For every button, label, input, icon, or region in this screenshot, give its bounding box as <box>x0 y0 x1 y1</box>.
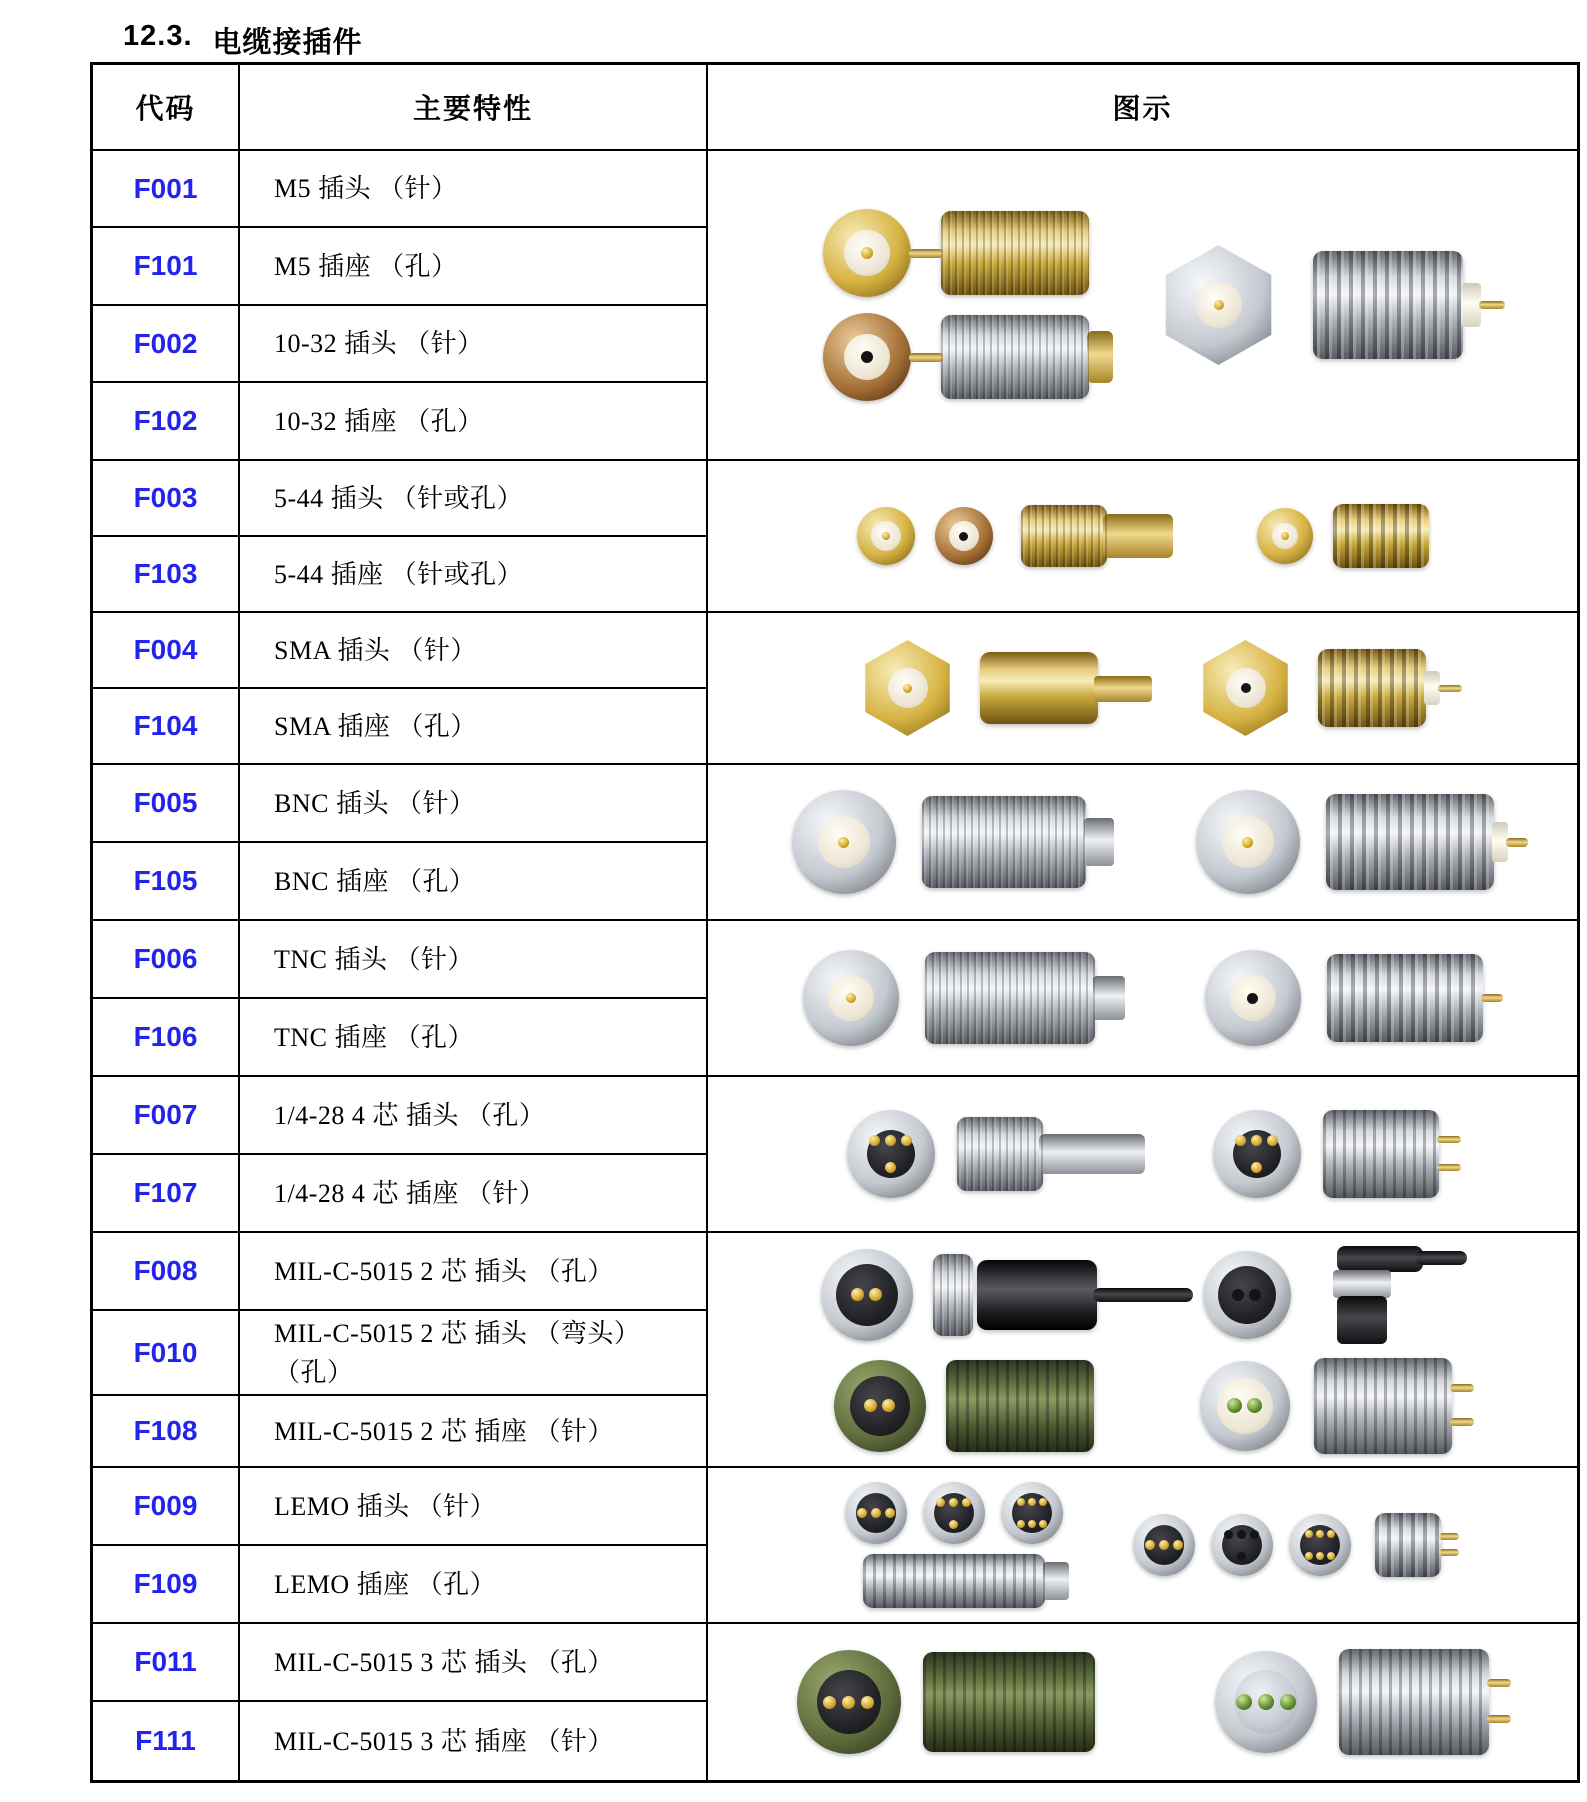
mil-3pin-receptacle-cluster <box>1215 1649 1489 1755</box>
bnc-plug-face-icon <box>792 790 896 894</box>
illustration-cell-lemo <box>708 1468 1577 1624</box>
pin-contact-icon <box>1227 1398 1242 1413</box>
barrel-tube-icon <box>1039 1134 1145 1174</box>
feature-cell-f004: SMA 插头 （针） <box>240 613 708 689</box>
right-angle-connector-icon <box>1315 1246 1465 1344</box>
socket-contact-icon <box>1028 1520 1036 1528</box>
lemo-plug-cluster <box>845 1482 1063 1608</box>
rear-cap-icon <box>1043 1562 1069 1600</box>
mil-2pin-plug-face-icon <box>821 1249 913 1341</box>
feature-cell-f104: SMA 插座 （孔） <box>240 689 708 765</box>
4pin-plug-body-icon <box>957 1117 1043 1191</box>
lemo-face-3pin-icon <box>1133 1514 1195 1576</box>
mil-3pin-plug-cluster <box>797 1650 1095 1754</box>
code-cell-f107: F107 <box>93 1155 240 1233</box>
socket-hole-icon <box>1250 1530 1259 1539</box>
feature-cell-f102: 10-32 插座 （孔） <box>240 383 708 461</box>
socket-hole-icon <box>861 351 873 363</box>
feature-cell-f103: 5-44 插座 （针或孔） <box>240 537 708 613</box>
tnc-plug-body-icon <box>925 952 1095 1044</box>
mil-3pin-plug-body-icon <box>923 1652 1095 1752</box>
lemo-receptacle-cluster <box>1133 1513 1441 1577</box>
socket-contact-icon <box>1017 1498 1025 1506</box>
bnc-plug-body-icon <box>922 796 1086 888</box>
pin-icon <box>1437 1164 1461 1171</box>
quarter-28-plug-cluster <box>847 1110 1043 1198</box>
tnc-jack-cluster <box>1205 950 1483 1046</box>
socket-contact-icon <box>857 1508 867 1518</box>
code-cell-f001: F001 <box>93 151 240 228</box>
socket-hole-icon <box>1247 993 1258 1004</box>
socket-contact-icon <box>882 1399 895 1412</box>
code-cell-f111: F111 <box>93 1702 240 1780</box>
socket-hole-icon <box>1237 1552 1246 1561</box>
socket-contact-icon <box>1028 1498 1036 1506</box>
code-cell-f008: F008 <box>93 1233 240 1311</box>
bnc-jack-face-icon <box>1196 790 1300 894</box>
4pin-plug-face-icon <box>847 1110 935 1198</box>
mil-2pin-right-angle-cluster <box>1203 1246 1465 1344</box>
pin-icon <box>1506 838 1528 847</box>
header-illustration: 图示 <box>708 65 1577 151</box>
socket-contact-icon <box>901 1135 912 1146</box>
lemo-connectors-photo <box>845 1482 1441 1608</box>
sma-jack-cluster <box>1198 640 1426 736</box>
socket-contact-icon <box>1305 1530 1313 1538</box>
section-number: 12.3. <box>123 20 193 52</box>
socket-contact-icon <box>1145 1540 1155 1550</box>
tnc-jack-body-icon <box>1327 954 1483 1042</box>
feature-cell-f003: 5-44 插头 （针或孔） <box>240 461 708 537</box>
mil-3pin-receptacle-body-icon <box>1339 1649 1489 1755</box>
socket-contact-icon <box>885 1162 896 1173</box>
m5-and-10-32-connectors-photo <box>823 209 1463 401</box>
pin-contact-icon <box>1251 1135 1262 1146</box>
code-cell-f006: F006 <box>93 921 240 999</box>
feature-cell-f107: 1/4-28 4 芯 插座 （针） <box>240 1155 708 1233</box>
5-44-jack-body-icon <box>1333 504 1429 568</box>
pin-icon <box>1439 1549 1459 1556</box>
mil-2pin-receptacle-cluster <box>1200 1358 1452 1454</box>
lemo-face-3pin-icon <box>845 1482 907 1544</box>
feature-cell-f101: M5 插座 （孔） <box>240 228 708 306</box>
socket-contact-icon <box>869 1135 880 1146</box>
bnc-jack-cluster <box>1196 790 1494 894</box>
section-title-text: 电缆接插件 <box>212 27 363 59</box>
section-title <box>123 20 363 61</box>
mil-2pin-socket-face-icon <box>1203 1251 1291 1339</box>
mil-2pin-black-plug-cluster <box>821 1249 1097 1341</box>
header-code: 代码 <box>93 65 240 151</box>
illustration-cell-sma <box>708 613 1577 765</box>
center-contact-icon <box>1242 837 1253 848</box>
connector-table <box>90 62 1580 1783</box>
socket-hole-icon <box>1232 1289 1244 1301</box>
rear-cap-icon <box>1093 976 1125 1020</box>
center-pin-icon <box>1214 300 1224 310</box>
code-cell-f109: F109 <box>93 1546 240 1624</box>
pin-icon <box>909 249 943 258</box>
feature-cell-f009: LEMO 插头 （针） <box>240 1468 708 1546</box>
center-pin-icon <box>1281 532 1289 540</box>
m5-plug-face-icon <box>823 209 911 297</box>
socket-contact-icon <box>1173 1540 1183 1550</box>
pin-contact-icon <box>1280 1694 1296 1710</box>
mil-2pin-green-body-icon <box>946 1360 1094 1452</box>
socket-contact-icon <box>949 1520 958 1529</box>
illustration-cell-quarter-28 <box>708 1077 1577 1233</box>
feature-cell-f011: MIL-C-5015 3 芯 插头 （孔） <box>240 1624 708 1702</box>
mil-2pin-receptacle-face-icon <box>1200 1361 1290 1451</box>
coupling-band-icon <box>1333 1270 1391 1298</box>
center-pin-icon <box>882 532 890 540</box>
elbow-arm-icon <box>1337 1246 1423 1272</box>
sma-jack-body-icon <box>1318 649 1426 727</box>
cable-icon <box>1415 1251 1467 1265</box>
center-pin-icon <box>903 684 912 693</box>
code-cell-f010: F010 <box>93 1311 240 1396</box>
coupling-nut-icon <box>933 1254 973 1336</box>
5-44-connectors-photo <box>857 504 1429 568</box>
5-44-plug-body-icon <box>1021 505 1107 567</box>
center-pin-icon <box>838 837 849 848</box>
socket-hole-icon <box>1249 1289 1261 1301</box>
feature-cell-f001: M5 插头 （针） <box>240 151 708 228</box>
sma-jack-face-icon <box>1198 640 1294 736</box>
bnc-plug-cluster <box>792 790 1086 894</box>
socket-contact-icon <box>936 1498 945 1507</box>
lemo-receptacle-body-icon <box>1375 1513 1441 1577</box>
socket-hole-icon <box>1237 1530 1246 1539</box>
code-cell-f101: F101 <box>93 228 240 306</box>
lemo-face-6pin-icon <box>1001 1482 1063 1544</box>
socket-contact-icon <box>1305 1552 1313 1560</box>
quarter-inch-28-4pin-connectors-photo <box>847 1110 1439 1198</box>
hex-jack-face-icon <box>1159 245 1279 365</box>
code-cell-f104: F104 <box>93 689 240 765</box>
sma-connectors-photo <box>860 640 1426 736</box>
pin-icon <box>1479 301 1505 309</box>
10-32-plug-body-icon <box>941 315 1089 399</box>
pin-icon <box>1487 1715 1511 1723</box>
feature-cell-f007: 1/4-28 4 芯 插头 （孔） <box>240 1077 708 1155</box>
feature-cell-f111: MIL-C-5015 3 芯 插座 （针） <box>240 1702 708 1780</box>
code-cell-f007: F007 <box>93 1077 240 1155</box>
socket-contact-icon <box>851 1288 864 1301</box>
code-cell-f103: F103 <box>93 537 240 613</box>
pin-icon <box>1437 1136 1461 1143</box>
pin-icon <box>1487 1679 1511 1687</box>
socket-contact-icon <box>1327 1530 1335 1538</box>
code-cell-f003: F003 <box>93 461 240 537</box>
socket-contact-icon <box>842 1696 855 1709</box>
illustration-cell-tnc <box>708 921 1577 1077</box>
crimp-tube-icon <box>1094 676 1152 702</box>
code-cell-f108: F108 <box>93 1396 240 1468</box>
feature-cell-f010: MIL-C-5015 2 芯 插头 （弯头）（孔） <box>240 1311 708 1396</box>
rear-cap-icon <box>1084 818 1114 866</box>
10-32-plug-face-icon <box>823 313 911 401</box>
5-44-jack-face-icon <box>1257 508 1313 564</box>
socket-contact-icon <box>1159 1540 1169 1550</box>
feature-cell-f006: TNC 插头 （针） <box>240 921 708 999</box>
illustration-cell-mil-3pin <box>708 1624 1577 1780</box>
socket-contact-icon <box>1039 1520 1047 1528</box>
quarter-28-receptacle-cluster <box>1213 1110 1439 1198</box>
mil-2pin-green-plug-cluster <box>834 1360 1094 1452</box>
insulator-tip-icon <box>1461 283 1481 327</box>
tnc-plug-cluster <box>803 950 1095 1046</box>
lemo-face-4pin-icon <box>1211 1514 1273 1576</box>
lemo-plug-body-icon <box>863 1554 1045 1608</box>
4pin-jack-body-icon <box>1323 1110 1439 1198</box>
elbow-body-icon <box>1337 1296 1387 1344</box>
socket-contact-icon <box>871 1508 881 1518</box>
code-cell-f106: F106 <box>93 999 240 1077</box>
4pin-jack-face-icon <box>1213 1110 1301 1198</box>
m5-receptacle-cluster <box>1159 245 1463 365</box>
5-44-receptacle-cluster <box>1257 504 1429 568</box>
pin-contact-icon <box>1235 1135 1246 1146</box>
pin-icon <box>1439 1533 1459 1540</box>
illustration-cell-bnc <box>708 765 1577 921</box>
m5-plug-cluster <box>823 209 1089 401</box>
illustration-cell-5-44 <box>708 461 1577 613</box>
mil-2pin-green-face-icon <box>834 1360 926 1452</box>
socket-contact-icon <box>962 1498 971 1507</box>
lemo-face-4pin-icon <box>923 1482 985 1544</box>
socket-contact-icon <box>885 1135 896 1146</box>
sma-plug-body-icon <box>980 652 1098 724</box>
feature-cell-f105: BNC 插座 （孔） <box>240 843 708 921</box>
code-cell-f011: F011 <box>93 1624 240 1702</box>
code-cell-f009: F009 <box>93 1468 240 1546</box>
code-cell-f005: F005 <box>93 765 240 843</box>
mil-3pin-plug-face-icon <box>797 1650 901 1754</box>
code-cell-f102: F102 <box>93 383 240 461</box>
center-pin-icon <box>861 247 873 259</box>
socket-contact-icon <box>861 1696 874 1709</box>
socket-contact-icon <box>885 1508 895 1518</box>
bulkhead-jack-body-icon <box>1313 251 1463 359</box>
center-pin-icon <box>846 993 856 1003</box>
socket-contact-icon <box>1039 1498 1047 1506</box>
barrel-tube-icon <box>1103 514 1173 558</box>
pin-contact-icon <box>1251 1162 1262 1173</box>
cable-icon <box>1093 1288 1193 1302</box>
bnc-connectors-photo <box>792 790 1494 894</box>
bnc-jack-body-icon <box>1326 794 1494 890</box>
pin-icon <box>1481 994 1503 1002</box>
feature-cell-f005: BNC 插头 （针） <box>240 765 708 843</box>
mil-c-5015-2pin-connectors-photo <box>821 1246 1465 1454</box>
m5-plug-body-icon <box>941 211 1089 295</box>
code-cell-f002: F002 <box>93 306 240 383</box>
pin-icon <box>1450 1384 1474 1392</box>
illustration-cell-mil-2pin <box>708 1233 1577 1468</box>
tnc-plug-face-icon <box>803 950 899 1046</box>
feature-cell-f008: MIL-C-5015 2 芯 插头 （孔） <box>240 1233 708 1311</box>
lemo-face-6pin-icon <box>1289 1514 1351 1576</box>
feature-cell-f108: MIL-C-5015 2 芯 插座 （针） <box>240 1396 708 1468</box>
socket-contact-icon <box>1017 1520 1025 1528</box>
feature-cell-f002: 10-32 插头 （针） <box>240 306 708 383</box>
illustration-cell-m5-10-32 <box>708 151 1577 461</box>
code-cell-f004: F004 <box>93 613 240 689</box>
socket-contact-icon <box>949 1498 958 1507</box>
mil-2pin-receptacle-body-icon <box>1314 1358 1452 1454</box>
code-cell-f105: F105 <box>93 843 240 921</box>
pin-icon <box>1450 1418 1474 1426</box>
socket-contact-icon <box>869 1288 882 1301</box>
socket-hole-icon <box>1241 683 1251 693</box>
mil-2pin-plug-body-icon <box>977 1260 1097 1330</box>
pin-contact-icon <box>1247 1398 1262 1413</box>
feature-cell-f109: LEMO 插座 （孔） <box>240 1546 708 1624</box>
mil-c-5015-3pin-connectors-photo <box>797 1649 1489 1755</box>
feature-cell-f106: TNC 插座 （孔） <box>240 999 708 1077</box>
socket-contact-icon <box>864 1399 877 1412</box>
pin-contact-icon <box>1267 1135 1278 1146</box>
5-44-plug-cluster <box>857 505 1107 567</box>
tnc-jack-face-icon <box>1205 950 1301 1046</box>
socket-contact-icon <box>1327 1552 1335 1560</box>
tnc-connectors-photo <box>803 950 1483 1046</box>
pin-icon <box>1438 685 1462 692</box>
socket-hole-icon <box>959 532 968 541</box>
gold-tip-icon <box>1087 331 1113 383</box>
5-44-face-icon <box>935 507 993 565</box>
pin-contact-icon <box>1258 1694 1274 1710</box>
5-44-face-icon <box>857 507 915 565</box>
mil-3pin-receptacle-face-icon <box>1215 1651 1317 1753</box>
sma-plug-cluster <box>860 640 1098 736</box>
socket-hole-icon <box>1224 1530 1233 1539</box>
header-feature: 主要特性 <box>240 65 708 151</box>
socket-contact-icon <box>823 1696 836 1709</box>
socket-contact-icon <box>1316 1530 1324 1538</box>
socket-contact-icon <box>1316 1552 1324 1560</box>
pin-contact-icon <box>1236 1694 1252 1710</box>
sma-plug-face-icon <box>860 640 956 736</box>
pin-icon <box>909 353 943 362</box>
